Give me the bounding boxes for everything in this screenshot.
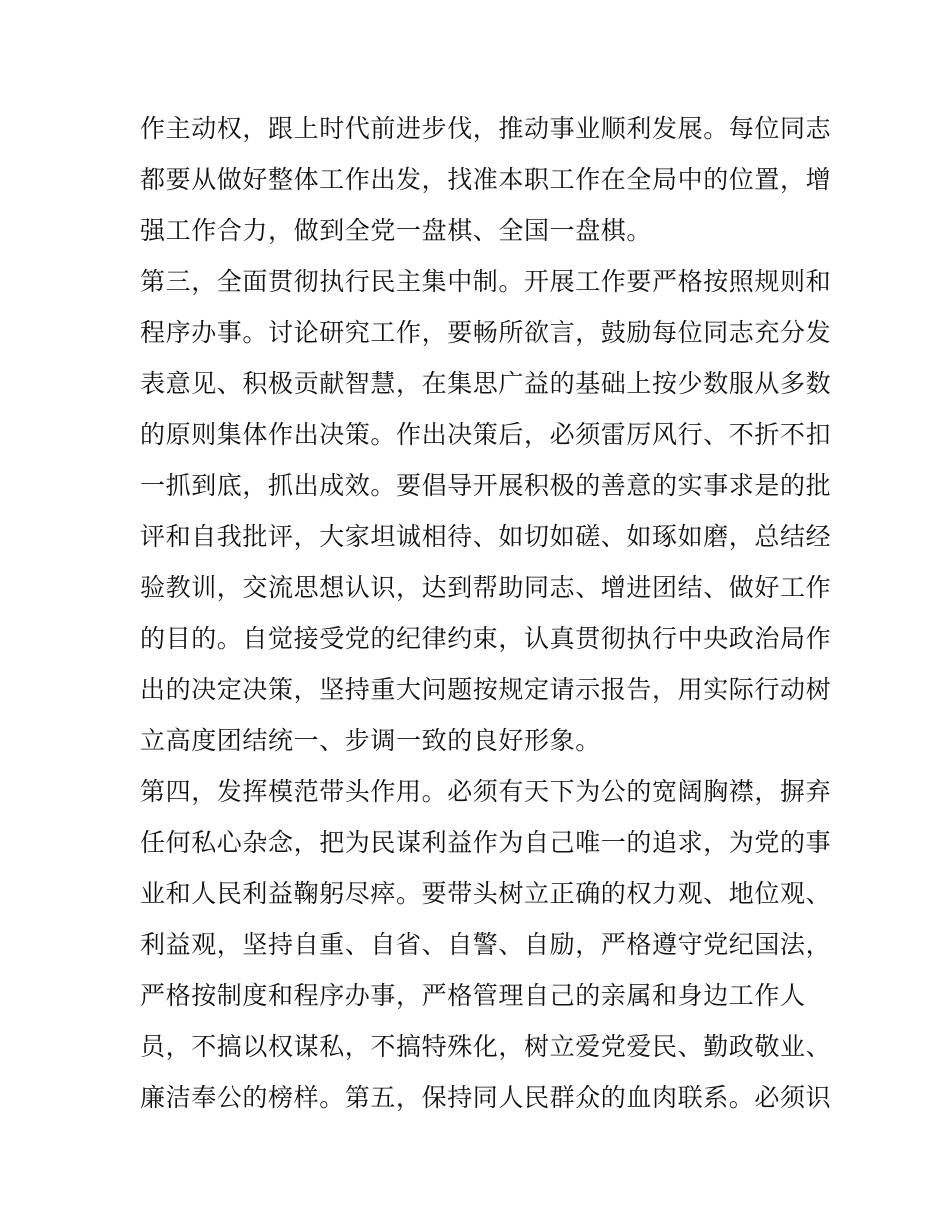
text-line: 程序办事。讨论研究工作，要畅所欲言，鼓励每位同志充分发: [140, 318, 832, 347]
text-line: 都要从做好整体工作出发，找准本职工作在全局中的位置，增: [140, 165, 832, 194]
text-line: 表意见、积极贡献智慧，在集思广益的基础上按少数服从多数: [140, 369, 832, 398]
text-line: 员，不搞以权谋私，不搞特殊化，树立爱党爱民、勤政敬业、: [140, 1032, 832, 1061]
text-line: 评和自我批评，大家坦诚相待、如切如磋、如琢如磨，总结经: [140, 522, 832, 551]
text-line: 强工作合力，做到全党一盘棋、全国一盘棋。: [140, 216, 653, 245]
text-line: 业和人民利益鞠躬尽瘁。要带头树立正确的权力观、地位观、: [140, 879, 832, 908]
text-line: 的原则集体作出决策。作出决策后，必须雷厉风行、不折不扣: [140, 420, 832, 449]
document-body: [140, 103, 832, 1123]
text-line: 第三，全面贯彻执行民主集中制。开展工作要严格按照规则和: [140, 267, 832, 296]
text-line: 出的决定决策，坚持重大问题按规定请示报告，用实际行动树: [140, 675, 832, 704]
text-line: 立高度团结统一、步调一致的良好形象。: [140, 726, 601, 755]
text-line: 验教训，交流思想认识，达到帮助同志、增进团结、做好工作: [140, 573, 832, 602]
text-line: 严格按制度和程序办事，严格管理自己的亲属和身边工作人: [140, 981, 806, 1010]
text-line: 一抓到底，抓出成效。要倡导开展积极的善意的实事求是的批: [140, 471, 832, 500]
text-line: 廉洁奉公的榜样。第五，保持同人民群众的血肉联系。必须识: [140, 1083, 832, 1112]
text-line: 利益观，坚持自重、自省、自警、自励，严格遵守党纪国法，: [140, 930, 832, 959]
text-line: 作主动权，跟上时代前进步伐，推动事业顺利发展。每位同志: [140, 114, 832, 143]
text-line: 任何私心杂念，把为民谋利益作为自己唯一的追求，为党的事: [140, 828, 832, 857]
text-line: 第四，发挥模范带头作用。必须有天下为公的宽阔胸襟，摒弃: [140, 777, 832, 806]
text-line: 的目的。自觉接受党的纪律约束，认真贯彻执行中央政治局作: [140, 624, 832, 653]
